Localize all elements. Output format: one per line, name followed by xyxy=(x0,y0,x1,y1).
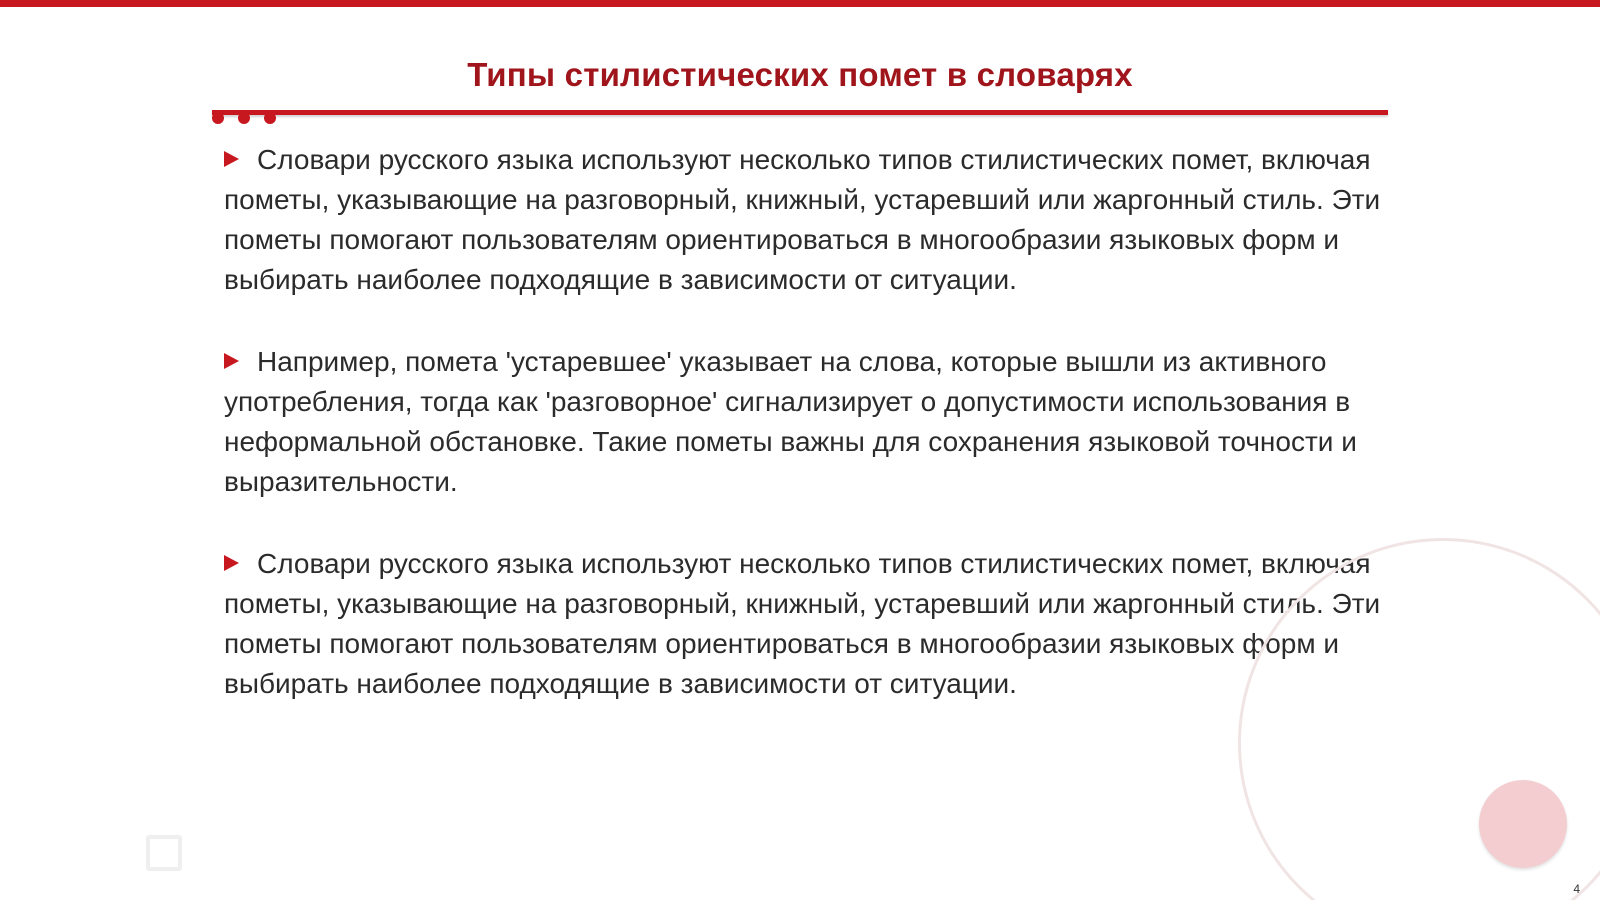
bullet-list xyxy=(224,140,1384,746)
decorative-dot xyxy=(212,112,224,124)
decorative-dot xyxy=(238,112,250,124)
decorative-square xyxy=(146,835,182,871)
bullet-item xyxy=(224,342,1384,502)
triangle-right-icon xyxy=(224,353,239,369)
bullet-item xyxy=(224,544,1384,704)
triangle-right-icon xyxy=(224,151,239,167)
slide-title: Типы стилистических помет в словарях xyxy=(467,56,1133,93)
decorative-dot xyxy=(264,112,276,124)
bullet-item xyxy=(224,140,1384,300)
top-accent-bar xyxy=(0,0,1600,7)
bullet-text: Словари русского языка используют несколько типов стилистических помет, включая пометы, указывающие на разговорный, книжный, устаревший или жаргонный стиль. Эти пометы помогают пользователям ориентироваться в многообразии языковых форм и выбирать наиболее подходящие в зависимости от ситуации. xyxy=(224,144,1381,295)
bullet-text: Словари русского языка используют несколько типов стилистических помет, включая пометы, указывающие на разговорный, книжный, устаревший или жаргонный стиль. Эти пометы помогают пользователям ориентироваться в многообразии языковых форм и выбирать наиболее подходящие в зависимости от ситуации. xyxy=(224,548,1381,699)
triangle-right-icon xyxy=(224,555,239,571)
decorative-circle xyxy=(1479,780,1567,868)
title-underline xyxy=(212,110,1388,115)
bullet-text: Например, помета 'устаревшее' указывает на слова, которые вышли из активного употребления, тогда как 'разговорное' сигнализирует о допустимости использования в неформальной обстановке. Такие пометы важны для сохранения языковой точности и выразительности. xyxy=(224,346,1357,497)
page-number: 4 xyxy=(1573,882,1580,896)
